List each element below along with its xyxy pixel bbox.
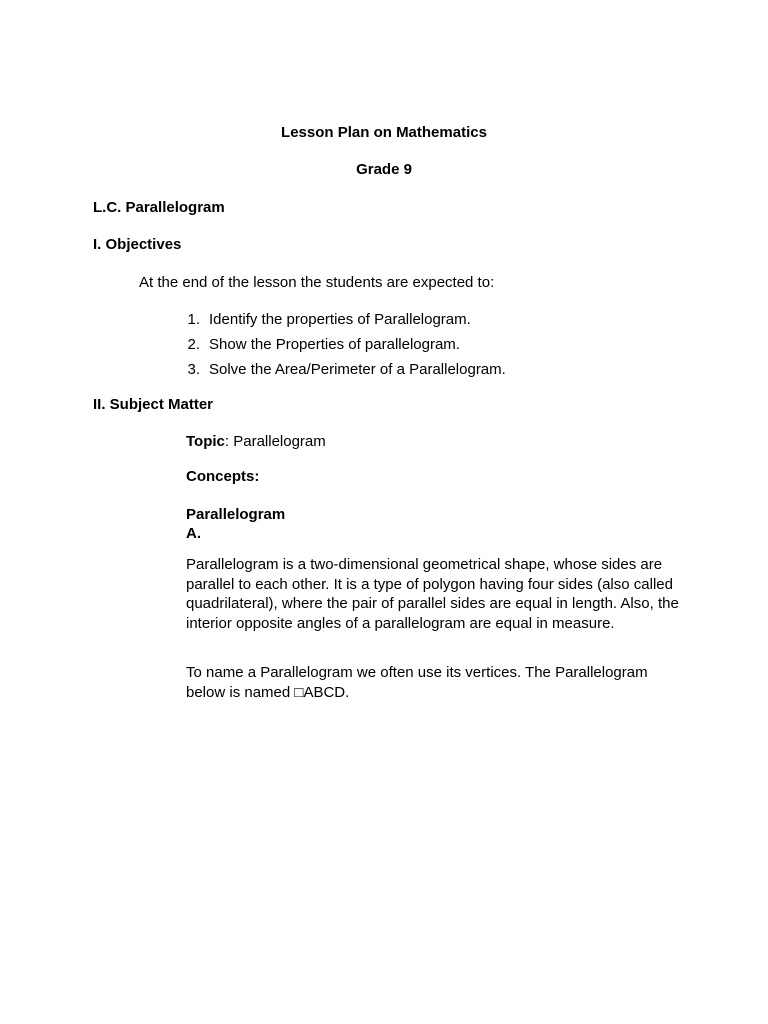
list-item-number: 3. — [187, 361, 200, 378]
list-item-text: Solve the Area/Perimeter of a Parallelogram. — [209, 361, 506, 378]
list-item-number: 2. — [187, 336, 200, 353]
document-title: Lesson Plan on Mathematics — [281, 124, 487, 141]
topic-value: : Parallelogram — [224, 433, 326, 450]
topic-line — [186, 432, 326, 451]
concept-section-title: Parallelogram — [186, 506, 286, 523]
lc-heading: L.C. Parallelogram — [93, 199, 225, 216]
grade-label: Grade 9 — [356, 161, 412, 178]
objectives-heading: I. Objectives — [93, 236, 182, 253]
concepts-label: Concepts: — [186, 468, 260, 485]
topic-label: Topic — [186, 433, 225, 450]
list-item-text: Show the Properties of parallelogram. — [209, 336, 460, 353]
subject-matter-heading: II. Subject Matter — [93, 396, 214, 413]
list-item-text: Identify the properties of Parallelogram. — [209, 311, 471, 328]
list-item-number: 1. — [187, 311, 200, 328]
concept-paragraph-naming: To name a Parallelogram we often use its vertices. The Parallelogram below is named □ABCD. — [186, 664, 648, 701]
concept-section-letter: A. — [186, 525, 201, 542]
concept-paragraph-definition: Parallelogram is a two-dimensional geometrical shape, whose sides are parallel to each other. It is a type of polygon having four sides (also called quadrilateral), where the pair of parallel sides are equal in length. Also, the interior opposite angles of a parallelogram are equal in measure. — [186, 556, 679, 632]
objectives-intro: At the end of the lesson the students are expected to: — [139, 274, 495, 291]
